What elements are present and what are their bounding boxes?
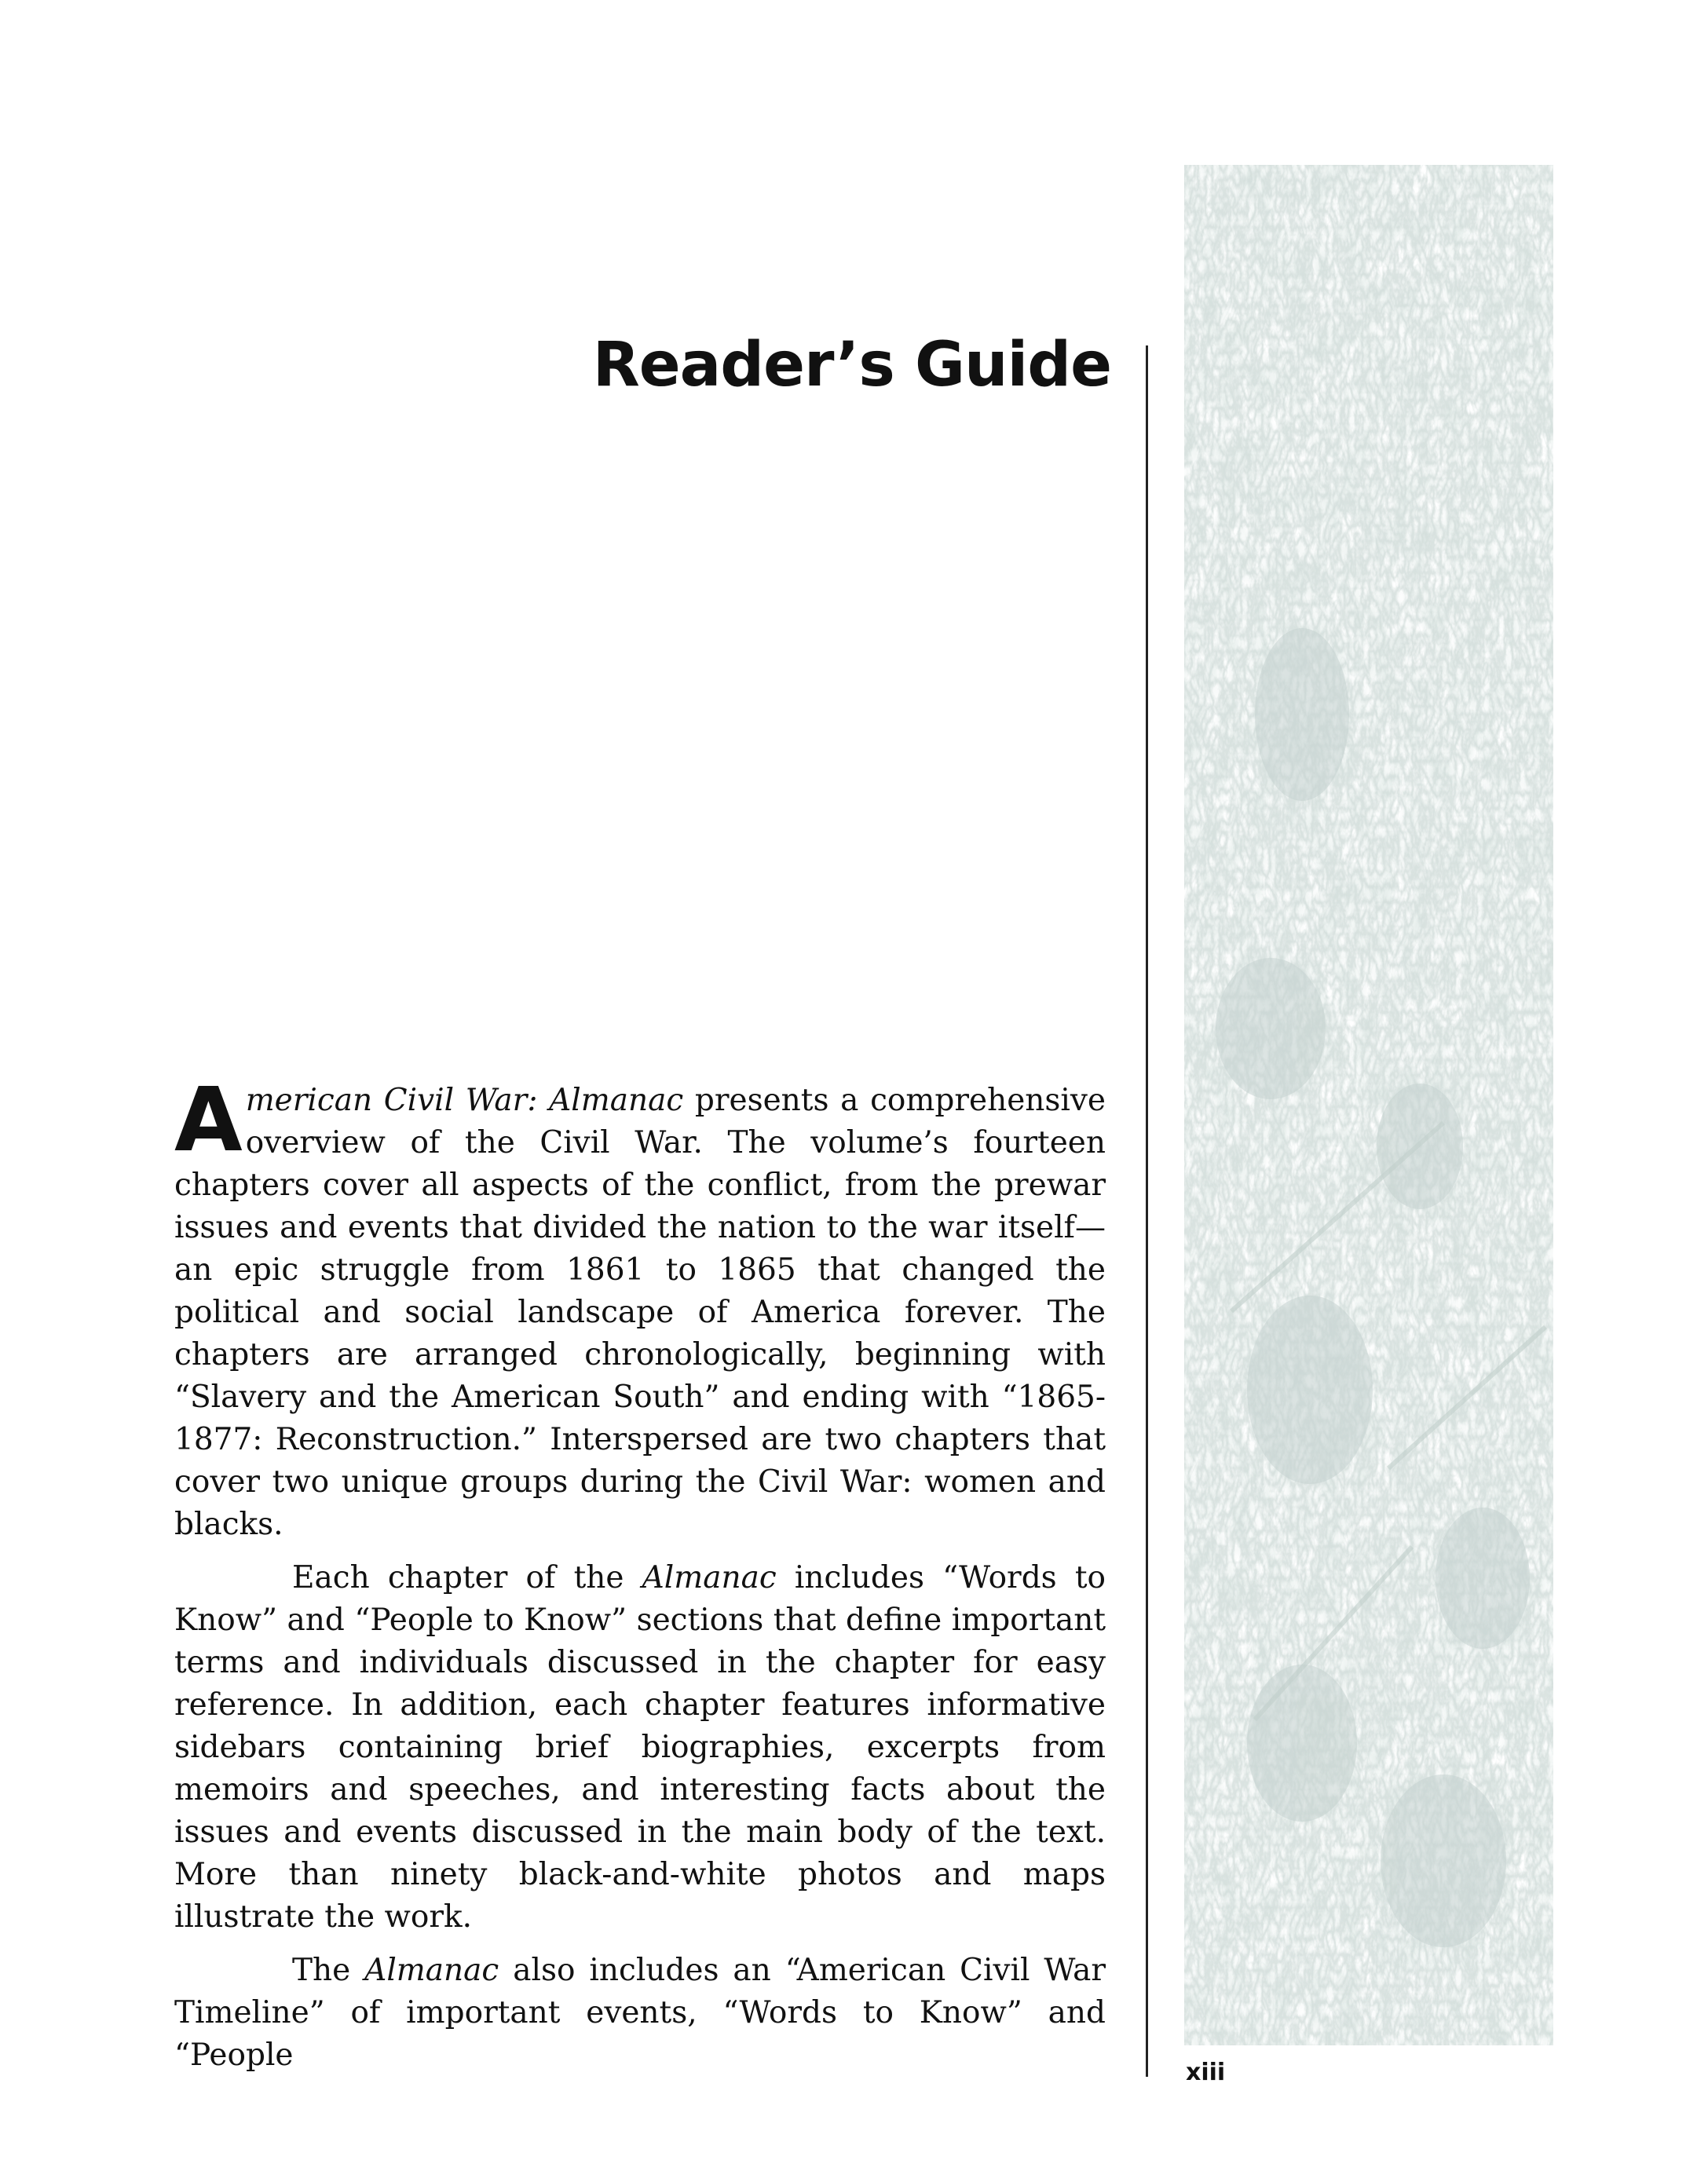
civil-war-battle-engraving-icon: [1184, 165, 1553, 2045]
paragraph-timeline: [174, 1950, 1106, 2077]
paragraph-text: includes “Words to Know” and “People to Know” sections that define important terms and individuals discussed in the chapter for easy reference. In addition, each chapter features informative sidebars containing brief biographies, excerpts from memoirs and speeches, and interesting facts about the issues and events discussed in the main body of the text. More than ninety black-and-white photos and maps illustrate the work.: [174, 1560, 1106, 1935]
book-title: merican Civil War: Almanac: [245, 1083, 684, 1118]
vertical-rule: [1146, 345, 1148, 2077]
paragraph-text: presents a comprehensive overview of the Civil War. The volume’s fourteen chapters cover all aspects of the conflict, from the prewar issues and events that divided the nation to the war itself—an epic struggle from 1861 to 1865 that changed the political and social landscape of America forever. The chapters are arranged chronologically, beginning with “Slavery and the American South” and ending with “1865-1877: Reconstruction.” Interspersed are two chapters that cover two unique groups during the Civil War: women and blacks.: [174, 1083, 1106, 1542]
paragraph-chapters: [174, 1557, 1106, 1939]
paragraph-text: also includes an “American Civil War Timeline” of important events, “Words to Know” and “People: [174, 1953, 1106, 2073]
page-title: Reader’s Guide: [592, 330, 1111, 400]
paragraph-lead: The: [292, 1953, 365, 1988]
paragraph-intro: [174, 1069, 1106, 1546]
paragraph-lead: Each chapter of the: [292, 1560, 642, 1595]
almanac-title: Almanac: [642, 1560, 777, 1595]
page-number: xiii: [1186, 2059, 1226, 2086]
drop-cap: A: [174, 1069, 243, 1171]
almanac-title: Almanac: [364, 1953, 499, 1988]
body-text: [174, 1069, 1106, 2088]
